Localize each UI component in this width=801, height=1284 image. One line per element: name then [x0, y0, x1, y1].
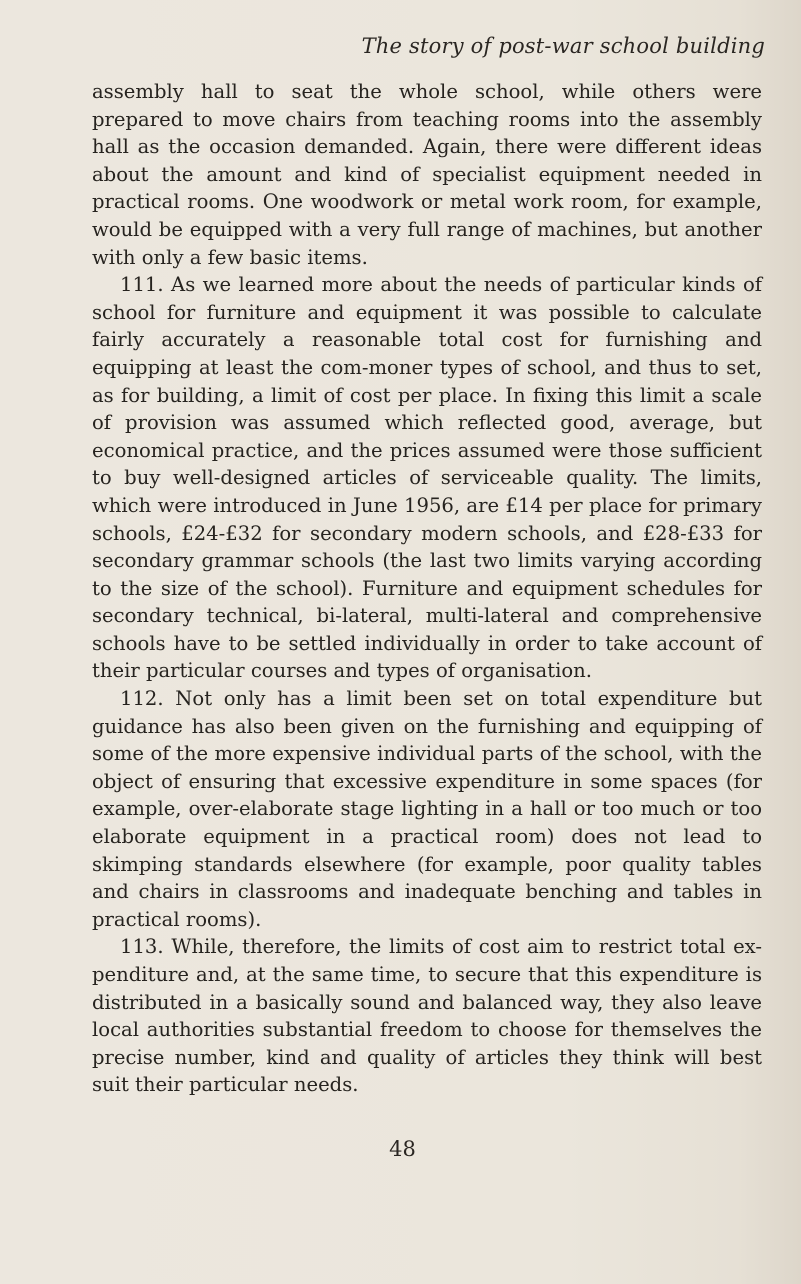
paragraph-113: 113. While, therefore, the limits of cost aim to restrict total ex-penditure and, at the same time, to secure that this expenditure is distributed in a basically sound and balanced way, they also leave local authorities substantial freedom to choose for themselves the precise number, kind and quality of articles they think will best suit their particular needs. [92, 935, 762, 1097]
paragraph-111: 111. As we learned more about the needs of particular kinds of school for furniture and equipment it was possible to calculate fairly accurately a reasonable total cost for furnishing and equipping at least the com-moner types of school, and thus to set, as for building, a limit of cost per place. In fixing this limit a scale of provision was assumed which reflected good, average, but economical practice, and the prices assumed were those sufficient to buy well-designed articles of serviceable quality. The limits, which were introduced in June 1956, are £14 per place for primary schools, £24-£32 for secondary modern schools, and £28-£33 for secondary grammar schools (the last two limits varying according to the size of the school). Furniture and equipment schedules for secondary technical, bi-lateral, multi-lateral and comprehensive schools have to be settled individually in order to take account of their particular courses and types of organisation. [92, 273, 762, 683]
paragraph-continuation: assembly hall to seat the whole school, while others were prepared to move chairs from teaching rooms into the assembly hall as the occasion demanded. Again, there were different ideas about the amount and kind of specialist equipment needed in practical rooms. One woodwork or metal work room, for example, would be equipped with a very full range of machines, but another with only a few basic items. [92, 80, 762, 269]
paragraph-112: 112. Not only has a limit been set on total expenditure but guidance has also been given on the furnishing and equipping of some of the more expensive individual parts of the school, with the object of ensuring that excessive expenditure in some spaces (for example, over-elaborate stage lighting in a hall or too much or too elaborate equipment in a practical room) does not lead to skimping standards elsewhere (for example, poor quality tables and chairs in classrooms and inadequate benching and tables in practical rooms). [92, 687, 762, 931]
page-number: 48 [389, 1137, 416, 1161]
body-text [92, 78, 762, 1099]
running-head: The story of post-war school building [361, 34, 765, 58]
